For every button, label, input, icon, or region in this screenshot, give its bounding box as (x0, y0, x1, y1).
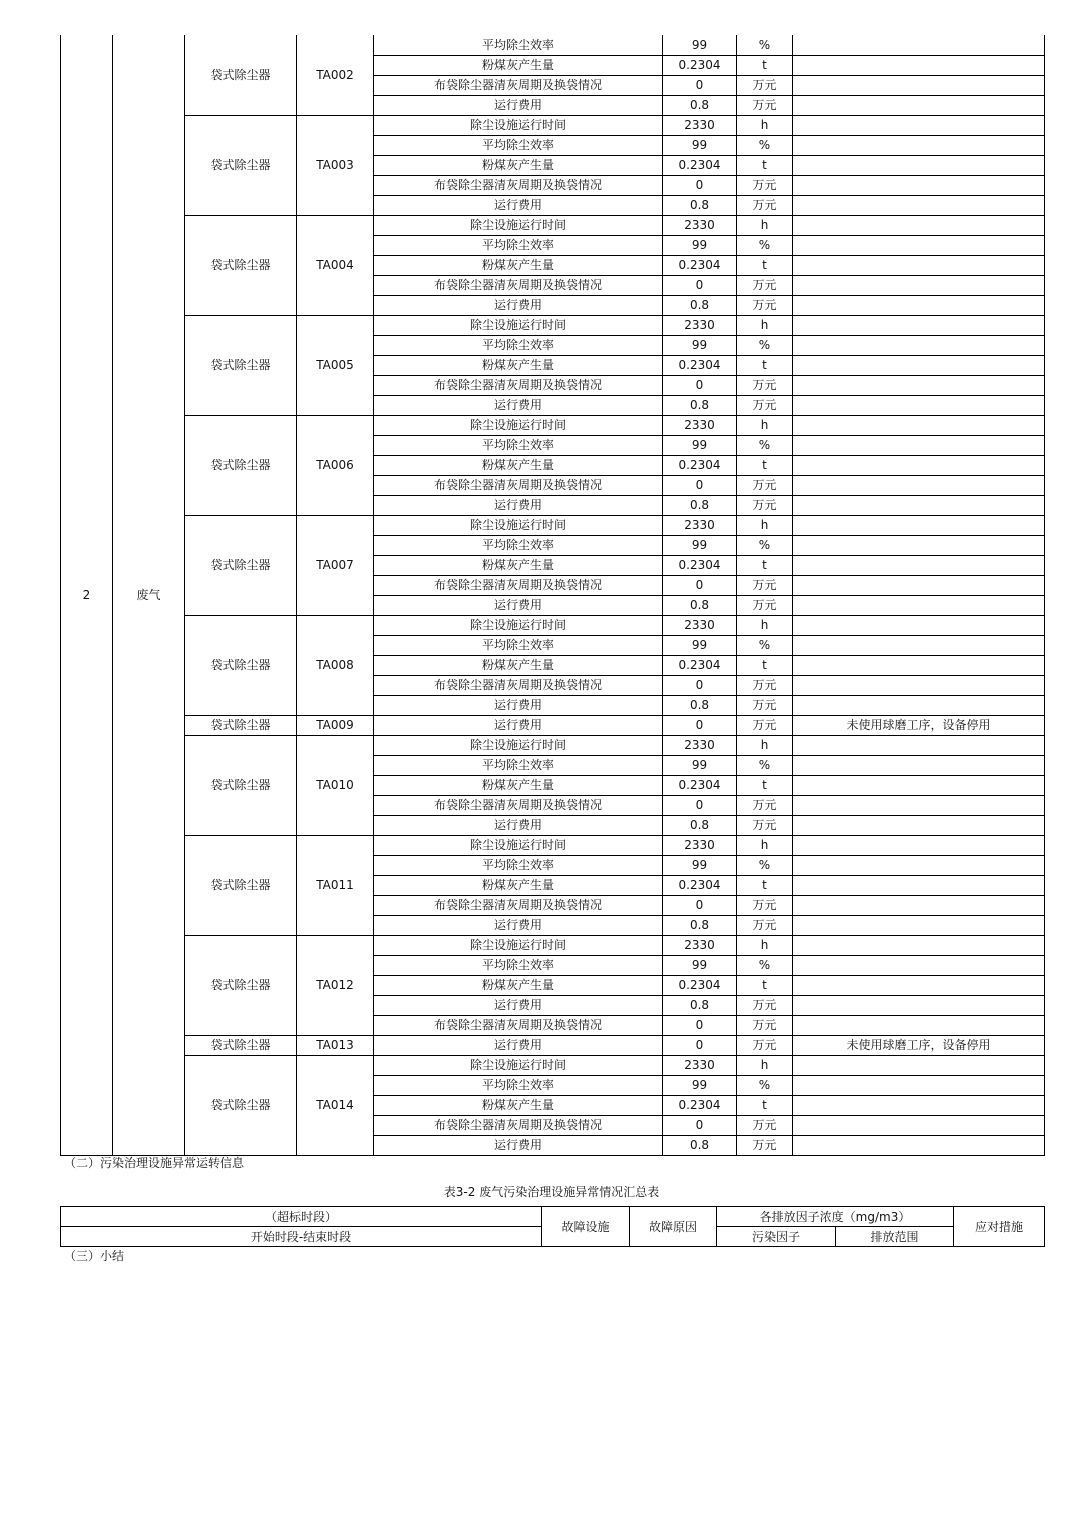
metric-name: 布袋除尘器清灰周期及换袋情况 (374, 75, 663, 95)
metric-value: 0 (663, 475, 737, 495)
metric-note (793, 775, 1045, 795)
metric-name: 粉煤灰产生量 (374, 975, 663, 995)
metric-value: 99 (663, 635, 737, 655)
metric-name: 布袋除尘器清灰周期及换袋情况 (374, 1015, 663, 1035)
metric-value: 2330 (663, 735, 737, 755)
table-row (61, 715, 1045, 735)
metric-value: 99 (663, 855, 737, 875)
metric-unit: 万元 (737, 675, 793, 695)
metric-name: 粉煤灰产生量 (374, 55, 663, 75)
metric-note (793, 155, 1045, 175)
metric-value: 2330 (663, 615, 737, 635)
metric-unit: 万元 (737, 175, 793, 195)
metric-note (793, 755, 1045, 775)
metric-note (793, 495, 1045, 515)
metric-note (793, 555, 1045, 575)
metric-value: 0.2304 (663, 555, 737, 575)
metric-note (793, 175, 1045, 195)
metric-unit: t (737, 655, 793, 675)
facility-code: TA012 (297, 935, 374, 1035)
metric-name: 平均除尘效率 (374, 955, 663, 975)
table-row (61, 935, 1045, 955)
metric-note (793, 1075, 1045, 1095)
fault-reason-header: 故障原因 (630, 1207, 717, 1247)
metric-note (793, 75, 1045, 95)
metric-name: 粉煤灰产生量 (374, 775, 663, 795)
metric-name: 除尘设施运行时间 (374, 215, 663, 235)
table-row (61, 315, 1045, 335)
metric-note (793, 595, 1045, 615)
metric-value: 0.2304 (663, 255, 737, 275)
facility-name: 袋式除尘器 (185, 835, 297, 935)
metric-note (793, 1055, 1045, 1075)
metric-name: 运行费用 (374, 195, 663, 215)
facility-code: TA008 (297, 615, 374, 715)
metric-note (793, 115, 1045, 135)
metric-unit: h (737, 515, 793, 535)
metric-name: 运行费用 (374, 715, 663, 735)
metric-unit: h (737, 415, 793, 435)
metric-note (793, 275, 1045, 295)
metric-unit: % (737, 335, 793, 355)
metric-value: 0 (663, 895, 737, 915)
metric-unit: 万元 (737, 995, 793, 1015)
metric-note (793, 855, 1045, 875)
metric-note (793, 435, 1045, 455)
table-row (61, 35, 1045, 55)
metric-name: 除尘设施运行时间 (374, 415, 663, 435)
metric-name: 平均除尘效率 (374, 535, 663, 555)
metric-unit: 万元 (737, 475, 793, 495)
metric-value: 0.8 (663, 195, 737, 215)
metric-unit: % (737, 755, 793, 775)
facility-code: TA007 (297, 515, 374, 615)
metric-note (793, 315, 1045, 335)
metric-note (793, 55, 1045, 75)
facility-code: TA014 (297, 1055, 374, 1155)
metric-name: 除尘设施运行时间 (374, 835, 663, 855)
metric-name: 平均除尘效率 (374, 235, 663, 255)
table-row (61, 115, 1045, 135)
metric-unit: % (737, 35, 793, 55)
metric-name: 运行费用 (374, 1135, 663, 1155)
fault-facility-header: 故障设施 (542, 1207, 630, 1247)
metric-unit: 万元 (737, 1035, 793, 1055)
metric-note (793, 735, 1045, 755)
metric-unit: % (737, 635, 793, 655)
metric-name: 布袋除尘器清灰周期及换袋情况 (374, 675, 663, 695)
metric-unit: h (737, 735, 793, 755)
facility-code: TA006 (297, 415, 374, 515)
facility-name: 袋式除尘器 (185, 1035, 297, 1055)
metric-name: 除尘设施运行时间 (374, 515, 663, 535)
metric-name: 除尘设施运行时间 (374, 735, 663, 755)
pollutant-header: 污染因子 (717, 1227, 836, 1247)
metric-unit: 万元 (737, 595, 793, 615)
metric-unit: 万元 (737, 895, 793, 915)
metric-value: 0 (663, 375, 737, 395)
metric-value: 2330 (663, 115, 737, 135)
period-subheader: 开始时段-结束时段 (61, 1227, 542, 1247)
metric-name: 粉煤灰产生量 (374, 355, 663, 375)
metric-note (793, 815, 1045, 835)
facility-code: TA002 (297, 35, 374, 115)
metric-note (793, 995, 1045, 1015)
facility-name: 袋式除尘器 (185, 315, 297, 415)
metric-unit: % (737, 535, 793, 555)
metric-name: 布袋除尘器清灰周期及换袋情况 (374, 475, 663, 495)
table-row (61, 835, 1045, 855)
metric-unit: h (737, 115, 793, 135)
metric-value: 0 (663, 1115, 737, 1135)
measures-header: 应对措施 (954, 1207, 1045, 1247)
metric-unit: 万元 (737, 295, 793, 315)
metric-name: 运行费用 (374, 95, 663, 115)
metric-name: 粉煤灰产生量 (374, 155, 663, 175)
facility-name: 袋式除尘器 (185, 415, 297, 515)
metric-value: 2330 (663, 415, 737, 435)
concentration-header: 各排放因子浓度（mg/m3） (717, 1207, 954, 1227)
metric-unit: % (737, 135, 793, 155)
metric-unit: t (737, 775, 793, 795)
metric-unit: t (737, 975, 793, 995)
metric-name: 除尘设施运行时间 (374, 1055, 663, 1075)
table-row (61, 615, 1045, 635)
table-title: 表3-2 废气污染治理设施异常情况汇总表 (443, 1185, 660, 1199)
metric-name: 平均除尘效率 (374, 35, 663, 55)
table-row (61, 515, 1045, 535)
metric-name: 平均除尘效率 (374, 135, 663, 155)
metric-value: 0.2304 (663, 875, 737, 895)
metric-unit: h (737, 215, 793, 235)
metric-value: 0.2304 (663, 55, 737, 75)
metric-value: 0.2304 (663, 1095, 737, 1115)
metric-unit: 万元 (737, 395, 793, 415)
metric-unit: t (737, 875, 793, 895)
metric-name: 运行费用 (374, 695, 663, 715)
metric-note (793, 295, 1045, 315)
table-row (61, 215, 1045, 235)
metric-value: 0.8 (663, 395, 737, 415)
metric-name: 平均除尘效率 (374, 755, 663, 775)
metric-unit: % (737, 1075, 793, 1095)
metric-value: 0.2304 (663, 975, 737, 995)
metric-value: 0.8 (663, 295, 737, 315)
facility-name: 袋式除尘器 (185, 1055, 297, 1155)
metric-note (793, 415, 1045, 435)
facility-name: 袋式除尘器 (185, 115, 297, 215)
section-two-heading: （二）污染治理设施异常运转信息 (64, 1156, 245, 1170)
metric-unit: t (737, 1095, 793, 1115)
metric-note (793, 695, 1045, 715)
metric-name: 运行费用 (374, 995, 663, 1015)
facility-code: TA011 (297, 835, 374, 935)
facility-code: TA013 (297, 1035, 374, 1055)
metric-name: 运行费用 (374, 395, 663, 415)
metric-name: 粉煤灰产生量 (374, 1095, 663, 1115)
facility-name: 袋式除尘器 (185, 35, 297, 115)
metric-note: 未使用球磨工序，设备停用 (793, 715, 1045, 735)
table-row (61, 1055, 1045, 1075)
metric-unit: t (737, 555, 793, 575)
metric-note (793, 1095, 1045, 1115)
metric-name: 粉煤灰产生量 (374, 455, 663, 475)
metric-value: 0 (663, 275, 737, 295)
metric-unit: h (737, 1055, 793, 1075)
metric-unit: % (737, 235, 793, 255)
metric-note (793, 795, 1045, 815)
metric-unit: 万元 (737, 1015, 793, 1035)
facility-code: TA005 (297, 315, 374, 415)
metric-value: 99 (663, 535, 737, 555)
metric-name: 布袋除尘器清灰周期及换袋情况 (374, 575, 663, 595)
metric-unit: h (737, 935, 793, 955)
section-number: 2 (61, 35, 113, 1155)
metric-value: 2330 (663, 935, 737, 955)
metric-unit: 万元 (737, 1115, 793, 1135)
metric-name: 运行费用 (374, 295, 663, 315)
metric-name: 布袋除尘器清灰周期及换袋情况 (374, 275, 663, 295)
metric-value: 0.8 (663, 595, 737, 615)
metric-name: 布袋除尘器清灰周期及换袋情况 (374, 795, 663, 815)
facility-name: 袋式除尘器 (185, 615, 297, 715)
metric-value: 0 (663, 715, 737, 735)
metric-note (793, 235, 1045, 255)
metric-name: 平均除尘效率 (374, 635, 663, 655)
metric-name: 除尘设施运行时间 (374, 115, 663, 135)
table-row (61, 415, 1045, 435)
metric-unit: t (737, 55, 793, 75)
metric-name: 运行费用 (374, 915, 663, 935)
metric-note (793, 955, 1045, 975)
facility-name: 袋式除尘器 (185, 735, 297, 835)
metric-note (793, 215, 1045, 235)
metric-value: 99 (663, 35, 737, 55)
metric-unit: 万元 (737, 915, 793, 935)
metric-note (793, 195, 1045, 215)
metric-name: 粉煤灰产生量 (374, 555, 663, 575)
metric-unit: t (737, 355, 793, 375)
metric-value: 99 (663, 335, 737, 355)
metric-value: 99 (663, 955, 737, 975)
metric-value: 0 (663, 175, 737, 195)
metric-name: 布袋除尘器清灰周期及换袋情况 (374, 895, 663, 915)
metric-note (793, 675, 1045, 695)
metric-value: 0.8 (663, 95, 737, 115)
facility-code: TA003 (297, 115, 374, 215)
metric-note (793, 1115, 1045, 1135)
metric-note (793, 655, 1045, 675)
metric-name: 运行费用 (374, 1035, 663, 1055)
metric-value: 0.8 (663, 495, 737, 515)
metric-note: 未使用球磨工序，设备停用 (793, 1035, 1045, 1055)
metric-name: 除尘设施运行时间 (374, 315, 663, 335)
metric-value: 0.8 (663, 995, 737, 1015)
facility-name: 袋式除尘器 (185, 515, 297, 615)
metric-name: 粉煤灰产生量 (374, 655, 663, 675)
facility-code: TA004 (297, 215, 374, 315)
metric-name: 除尘设施运行时间 (374, 935, 663, 955)
metric-unit: % (737, 855, 793, 875)
metric-note (793, 835, 1045, 855)
metric-note (793, 895, 1045, 915)
metric-value: 0.8 (663, 695, 737, 715)
metric-value: 0.2304 (663, 455, 737, 475)
metric-value: 0.8 (663, 815, 737, 835)
metric-note (793, 135, 1045, 155)
metric-value: 0.2304 (663, 775, 737, 795)
metric-note (793, 935, 1045, 955)
metric-name: 除尘设施运行时间 (374, 615, 663, 635)
metric-value: 0.8 (663, 915, 737, 935)
metric-note (793, 375, 1045, 395)
facility-code: TA009 (297, 715, 374, 735)
metric-value: 99 (663, 435, 737, 455)
section-category: 废气 (113, 35, 185, 1155)
facility-name: 袋式除尘器 (185, 215, 297, 315)
table-row (61, 735, 1045, 755)
facility-name: 袋式除尘器 (185, 715, 297, 735)
metric-unit: h (737, 835, 793, 855)
metric-unit: % (737, 955, 793, 975)
metric-name: 运行费用 (374, 495, 663, 515)
metric-note (793, 515, 1045, 535)
metric-value: 0.2304 (663, 655, 737, 675)
metric-value: 0 (663, 75, 737, 95)
emission-range-header: 排放范围 (836, 1227, 954, 1247)
metric-name: 布袋除尘器清灰周期及换袋情况 (374, 375, 663, 395)
metric-unit: 万元 (737, 575, 793, 595)
metric-value: 0.2304 (663, 155, 737, 175)
metric-note (793, 95, 1045, 115)
metric-name: 粉煤灰产生量 (374, 255, 663, 275)
metric-note (793, 575, 1045, 595)
metric-unit: t (737, 455, 793, 475)
metric-value: 2330 (663, 515, 737, 535)
metric-value: 2330 (663, 315, 737, 335)
metric-name: 运行费用 (374, 815, 663, 835)
metric-unit: % (737, 435, 793, 455)
metric-unit: h (737, 615, 793, 635)
metric-value: 0 (663, 1015, 737, 1035)
metric-name: 运行费用 (374, 595, 663, 615)
metric-unit: 万元 (737, 715, 793, 735)
metric-note (793, 395, 1045, 415)
metric-unit: 万元 (737, 95, 793, 115)
metric-note (793, 35, 1045, 55)
metric-note (793, 1135, 1045, 1155)
metric-note (793, 975, 1045, 995)
metric-unit: 万元 (737, 815, 793, 835)
metric-value: 2330 (663, 1055, 737, 1075)
metric-name: 平均除尘效率 (374, 435, 663, 455)
metric-note (793, 255, 1045, 275)
metric-value: 2330 (663, 215, 737, 235)
metric-unit: t (737, 255, 793, 275)
facility-name: 袋式除尘器 (185, 935, 297, 1035)
metric-unit: 万元 (737, 375, 793, 395)
metric-unit: 万元 (737, 75, 793, 95)
metric-name: 布袋除尘器清灰周期及换袋情况 (374, 175, 663, 195)
metric-value: 0 (663, 795, 737, 815)
metric-unit: 万元 (737, 275, 793, 295)
table-row (61, 1035, 1045, 1055)
metric-value: 0 (663, 575, 737, 595)
metric-note (793, 355, 1045, 375)
metric-value: 0 (663, 675, 737, 695)
metric-unit: 万元 (737, 495, 793, 515)
metric-name: 平均除尘效率 (374, 335, 663, 355)
metric-note (793, 335, 1045, 355)
metric-name: 平均除尘效率 (374, 855, 663, 875)
metric-note (793, 635, 1045, 655)
metric-note (793, 475, 1045, 495)
metric-value: 99 (663, 135, 737, 155)
facility-operation-table (60, 35, 1045, 1156)
metric-unit: 万元 (737, 695, 793, 715)
section-three-heading: （三）小结 (64, 1249, 125, 1263)
metric-note (793, 915, 1045, 935)
metric-value: 99 (663, 235, 737, 255)
period-header: （超标时段） (61, 1207, 542, 1227)
metric-note (793, 455, 1045, 475)
metric-value: 99 (663, 755, 737, 775)
metric-note (793, 1015, 1045, 1035)
metric-unit: 万元 (737, 195, 793, 215)
metric-value: 99 (663, 1075, 737, 1095)
metric-value: 0 (663, 1035, 737, 1055)
metric-note (793, 615, 1045, 635)
metric-name: 粉煤灰产生量 (374, 875, 663, 895)
metric-unit: 万元 (737, 795, 793, 815)
metric-name: 布袋除尘器清灰周期及换袋情况 (374, 1115, 663, 1135)
metric-value: 0.8 (663, 1135, 737, 1155)
metric-unit: 万元 (737, 1135, 793, 1155)
facility-code: TA010 (297, 735, 374, 835)
metric-name: 平均除尘效率 (374, 1075, 663, 1095)
metric-note (793, 535, 1045, 555)
metric-value: 0.2304 (663, 355, 737, 375)
metric-note (793, 875, 1045, 895)
metric-value: 2330 (663, 835, 737, 855)
metric-unit: t (737, 155, 793, 175)
metric-unit: h (737, 315, 793, 335)
abnormal-summary-table (60, 1206, 1045, 1247)
